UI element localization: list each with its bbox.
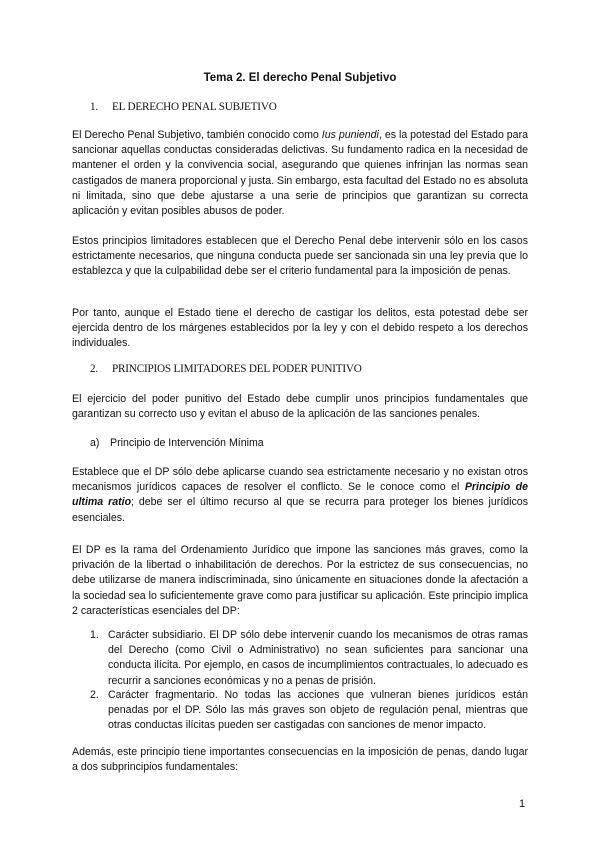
list-item (90, 688, 528, 734)
list-number: 2. (90, 689, 99, 701)
subsection-label: a) (90, 437, 100, 449)
section-heading-text: EL DERECHO PENAL SUBJETIVO (112, 101, 277, 113)
subsection-heading-a (90, 437, 264, 449)
paragraph-text: Establece que el DP sólo debe aplicarse cuando sea estrictamente necesario y no existan otros mecanismos jurídicos capaces de resolver el conflicto. Se le conoce como el (72, 466, 528, 494)
paragraph-text: ; debe ser el último recurso al que se recurra para proteger los bienes jurídicos esenciales. (72, 496, 528, 524)
section-number: 2. (90, 363, 98, 375)
emphasized-term: Ius puniendi (321, 129, 379, 141)
page-number: 1 (519, 798, 526, 810)
paragraph-ius-puniendi (72, 128, 528, 219)
list-text: Carácter fragmentario. No todas las acciones que vulneran bienes jurídicos están penadas por el DP. Sólo las más graves son objeto de regulación penal, mientras que otras conductas ilícitas pueden ser castigadas con sanciones de menor impacto. (108, 689, 528, 732)
document-title: Tema 2. El derecho Penal Subjetivo (203, 72, 397, 84)
list-item (90, 628, 528, 689)
section-heading-1 (90, 101, 277, 113)
paragraph-principios: Estos principios limitadores establecen que el Derecho Penal debe intervenir sólo en los casos estrictamente necesarios, que ninguna conducta puede ser sancionada sin una ley previa que lo establezca y que la culpabilidad debe ser el criterio fundamental para la imposición de penas. (72, 235, 528, 278)
list-number: 1. (90, 629, 99, 641)
paragraph-potestad: Por tanto, aunque el Estado tiene el derecho de castigar los delitos, esta potestad debe ser ejercida dentro de los márgenes establecidos por la ley y con el debido respeto a los derechos individuales. (72, 307, 528, 350)
paragraph-text: , es la potestad del Estado para sancionar aquellas conductas consideradas delictivas. Su fundamento radica en la necesidad de mantener el orden y la convivencia social, asegurando que quienes infrinjan las normas sean castigados de manera proporcional y justa. Sin embargo, esta facultad del Estado no es absoluta ni limitada, sino que debe ajustarse a una serie de principios que garantizan su correcta aplicación y evitan posibles abusos de poder. (72, 129, 528, 218)
paragraph-text: El Derecho Penal Subjetivo, también conocido como (72, 129, 322, 141)
paragraph-consecuencias: Además, este principio tiene importantes consecuencias en la imposición de penas, dando lugar a dos subprincipios fundamentales: (72, 746, 528, 774)
section-heading-2 (90, 363, 362, 375)
paragraph-rama-ordenamiento: El DP es la rama del Ordenamiento Jurídico que impone las sanciones más graves, como la privación de la libertad o inhabilitación de derechos. Por la estrictez de sus consecuencias, no debe utilizarse de manera indiscriminada, sino únicamente en situaciones donde la afectación a la sociedad sea lo suficientemente grave como para justificar su aplicación. Este principio implica 2 características esenciales del DP: (72, 544, 528, 617)
section-number: 1. (90, 101, 98, 113)
subsection-heading-text: Principio de Intervención Mínima (110, 437, 264, 449)
emphasized-term: Principio de ultima ratio (72, 481, 528, 509)
section-heading-text: PRINCIPIOS LIMITADORES DEL PODER PUNITIVO (112, 363, 362, 375)
paragraph-poder-punitivo: El ejercicio del poder punitivo del Estado debe cumplir unos principios fundamentales que garantizan su correcto uso y evitan el abuso de la aplicación de las sanciones penales. (72, 393, 528, 421)
list-text: Carácter subsidiario. El DP sólo debe intervenir cuando los mecanismos de otras ramas del Derecho (como Civil o Administrativo) no sean suficientes para sancionar una conducta ilícita. Por ejemplo, en casos de incumplimientos contractuales, lo adecuado es recurrir a sanciones económicas y no a penas de prisión. (108, 629, 528, 687)
paragraph-ultima-ratio (72, 465, 528, 526)
